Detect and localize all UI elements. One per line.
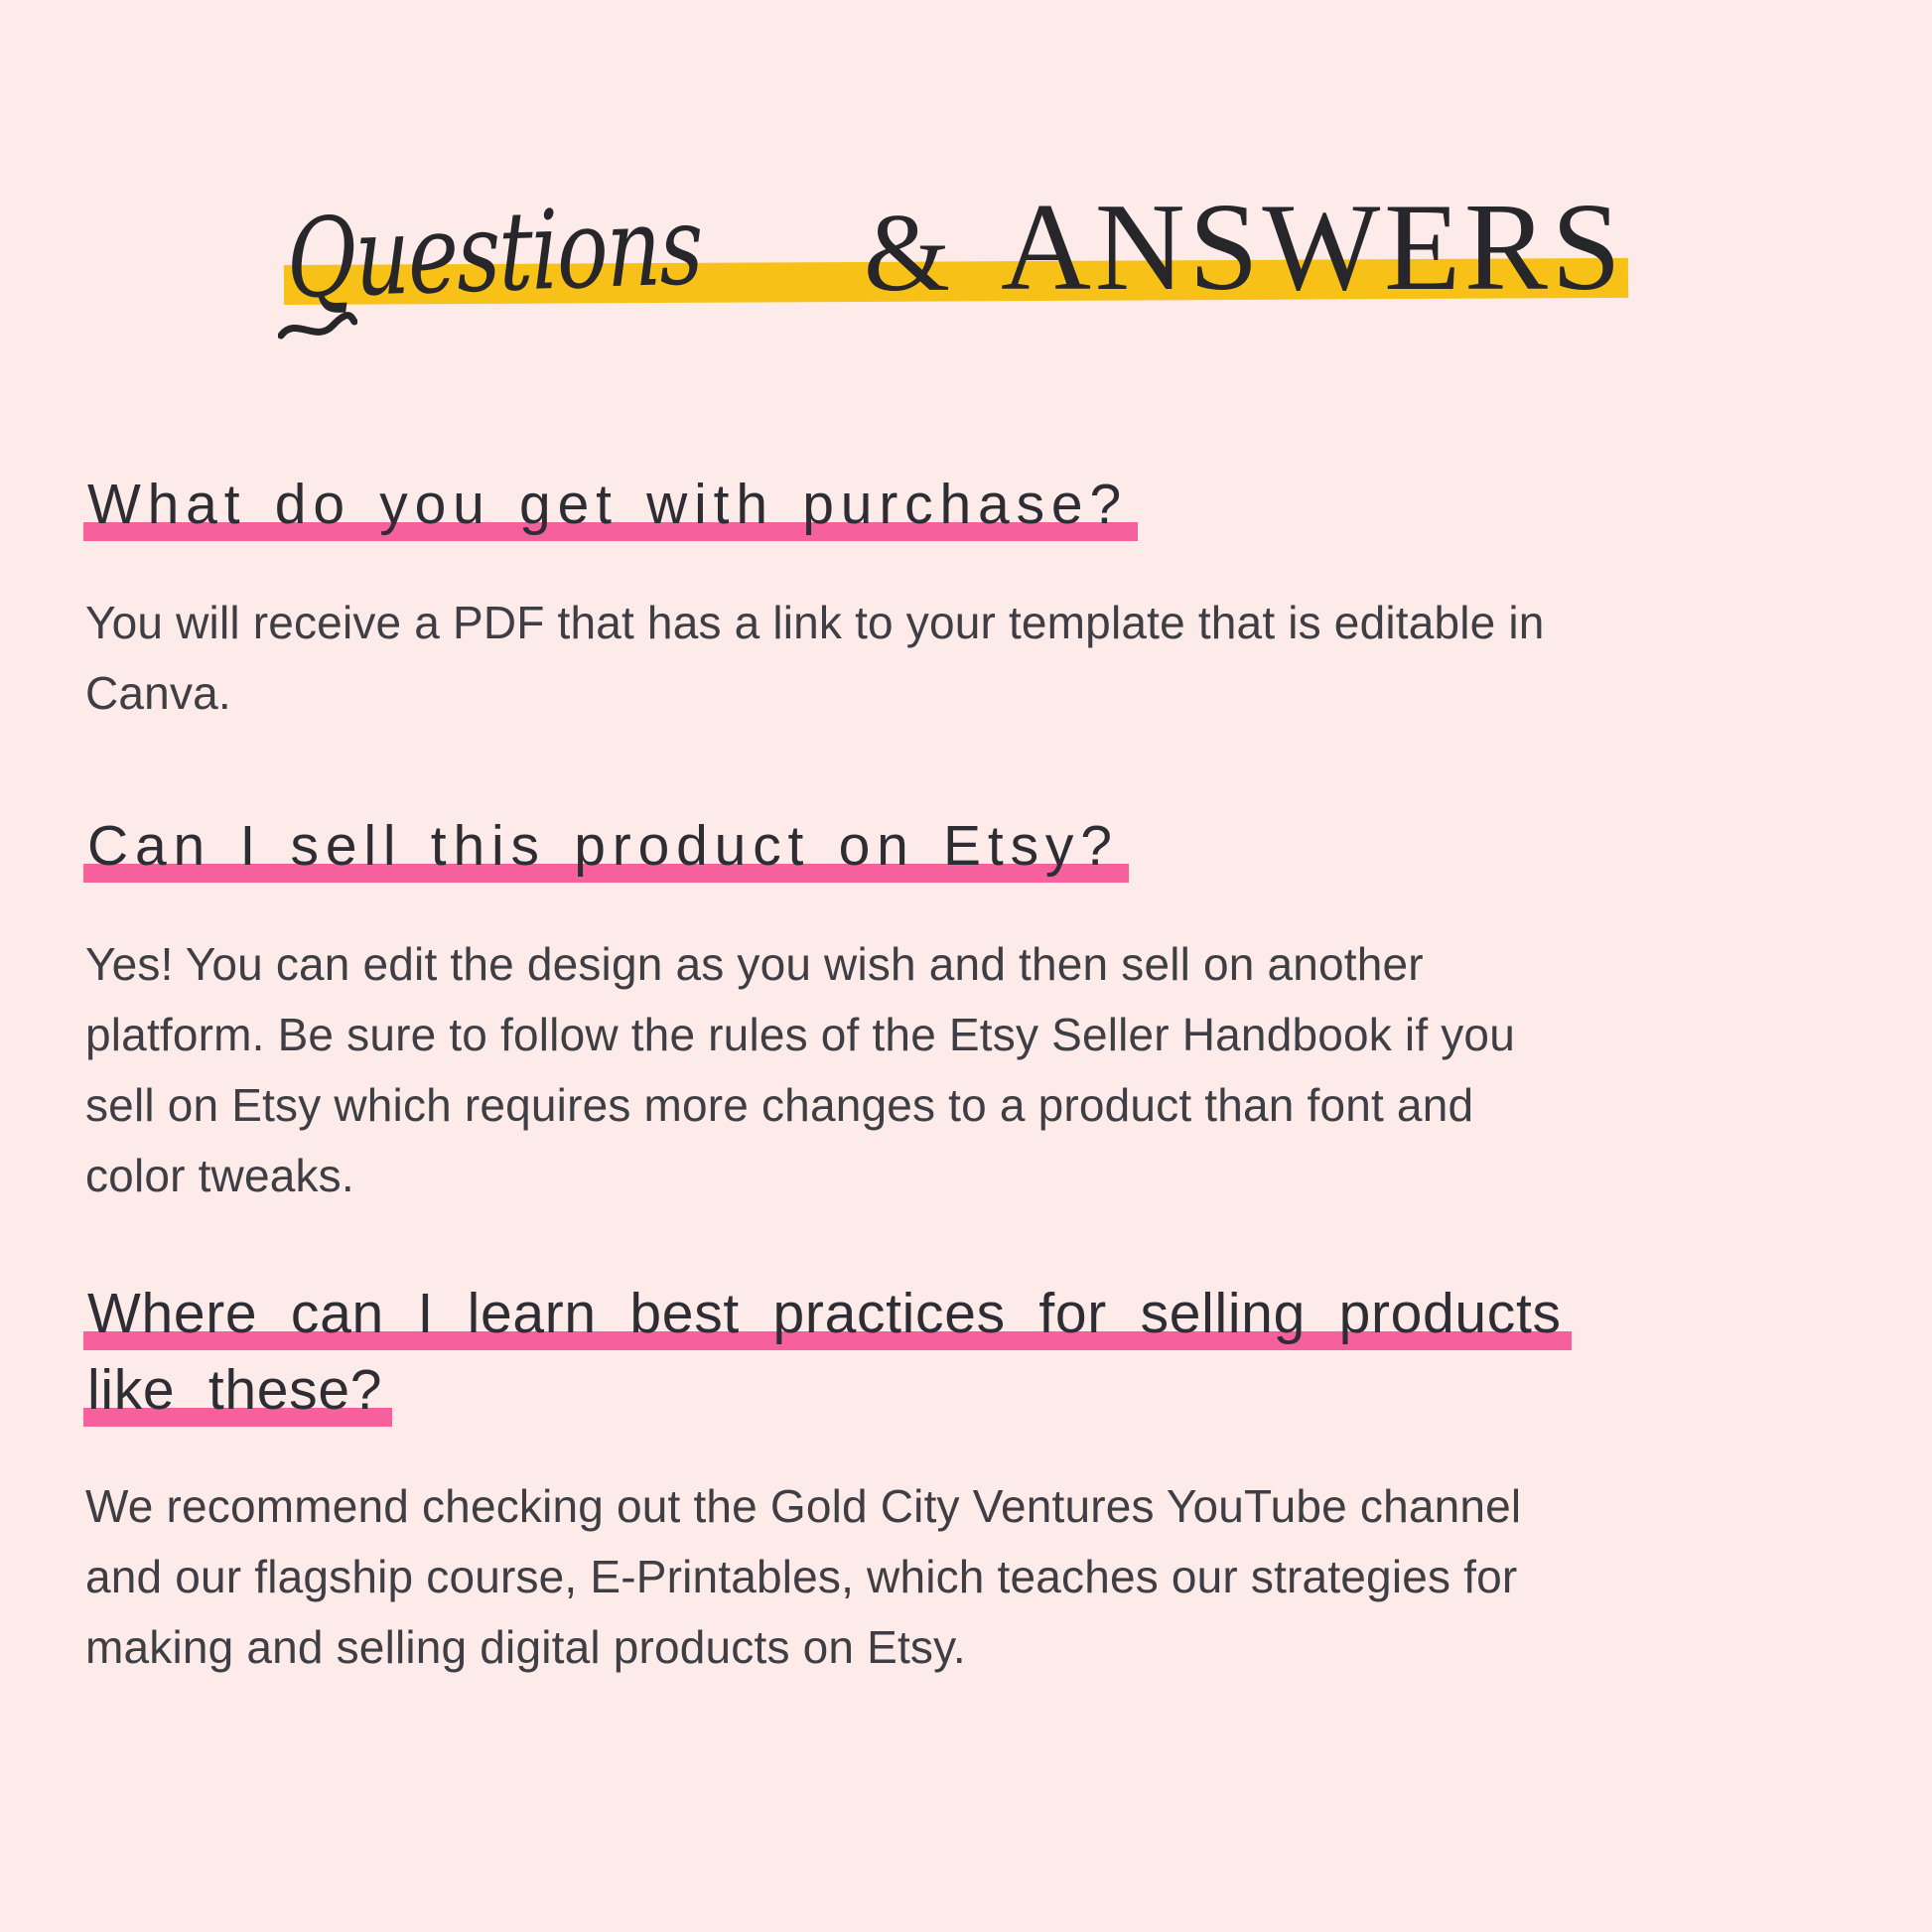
text-line: Canva. [85,667,231,719]
answer-paragraph-best-practices [85,1471,1521,1683]
text-line: platform. Be sure to follow the rules of the Etsy Seller Handbook if you [85,1009,1515,1060]
title-script-word: Questions [285,182,703,323]
title-caps-word: ANSWERS [1001,179,1625,317]
text-line: We recommend checking out the Gold City Ventures YouTube channel [85,1480,1522,1532]
text-line: and our flagship course, E-Printables, which teaches our strategies for [85,1551,1518,1602]
text-line: You will receive a PDF that has a link to your template that is editable in [85,597,1545,648]
question-heading-purchase [83,468,1138,544]
answer-paragraph-sell-on-etsy [85,929,1515,1211]
text-line: Yes! You can edit the design as you wish and then sell on another [85,938,1424,990]
text-line: What do you get with purchase? [83,468,1138,544]
script-flourish [278,310,357,345]
text-line: Where can I learn best practices for selling products [83,1277,1572,1353]
text-line: sell on Etsy which requires more changes to a product than font and [85,1079,1474,1131]
title-ampersand: & [864,192,951,315]
text-line: making and selling digital products on Etsy. [85,1621,966,1673]
text-line: like these? [83,1353,392,1430]
text-line: color tweaks. [85,1150,354,1201]
answer-paragraph-purchase [85,588,1545,729]
question-heading-best-practices [83,1277,1572,1430]
text-line: Can I sell this product on Etsy? [83,809,1129,886]
question-heading-sell-on-etsy [83,809,1129,886]
